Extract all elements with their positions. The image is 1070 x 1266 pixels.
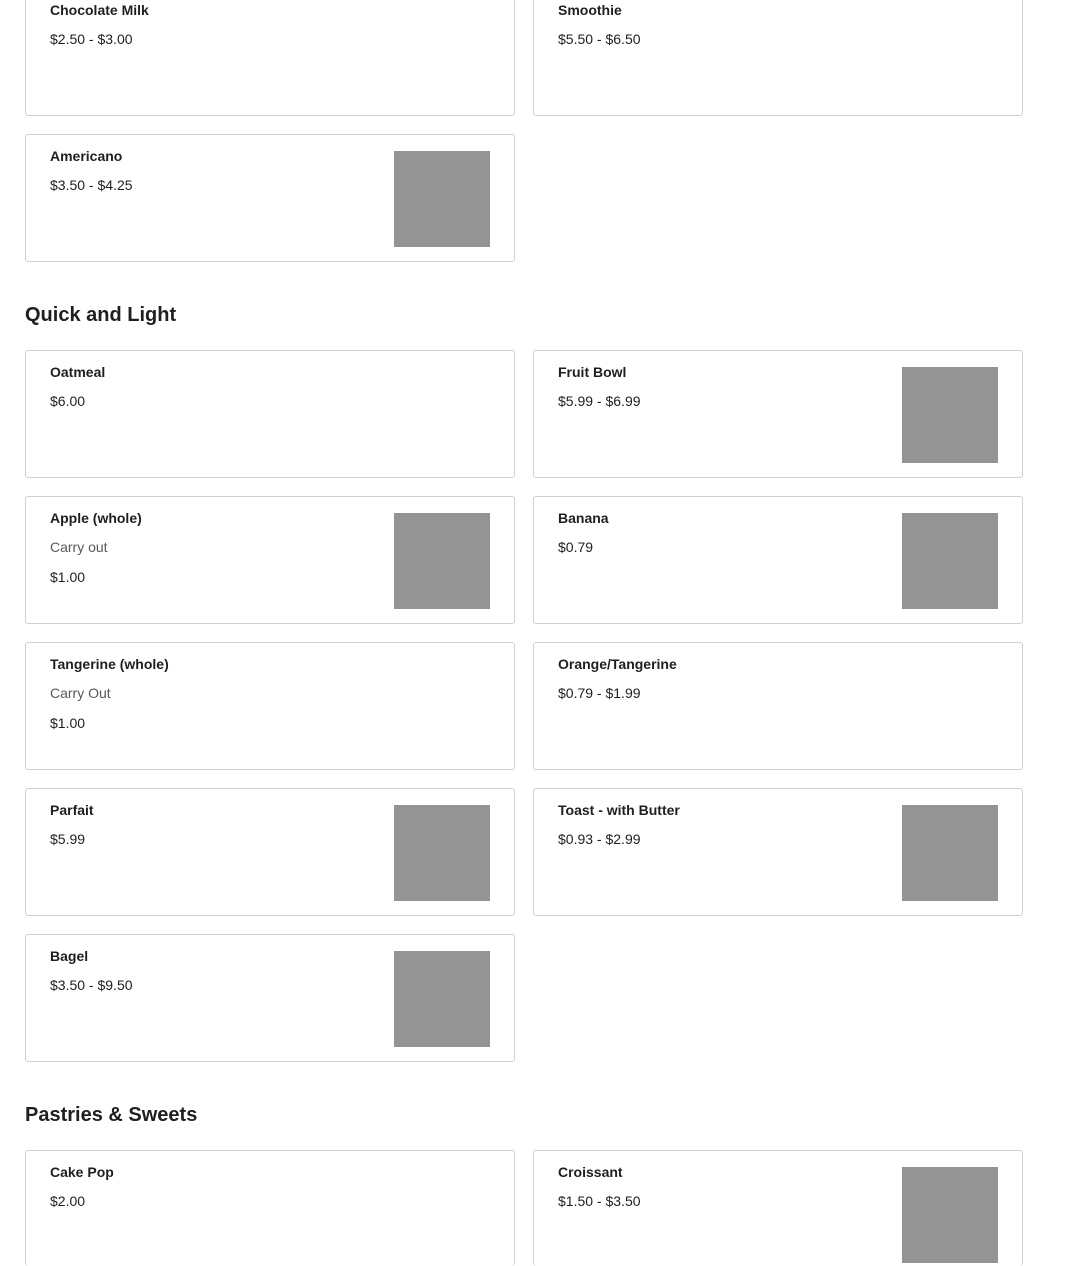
menu-item-card[interactable] bbox=[533, 642, 1023, 770]
item-image bbox=[394, 805, 490, 901]
item-name: Croissant bbox=[558, 1164, 623, 1180]
item-name: Toast - with Butter bbox=[558, 802, 680, 818]
section-title-quick-and-light: Quick and Light bbox=[25, 304, 177, 326]
item-price: $3.50 - $4.25 bbox=[50, 177, 133, 193]
menu-item-card[interactable] bbox=[25, 134, 515, 262]
menu-item-card[interactable] bbox=[25, 0, 515, 116]
menu-item-card[interactable] bbox=[25, 496, 515, 624]
menu-item-card[interactable] bbox=[533, 788, 1023, 916]
item-price: $1.50 - $3.50 bbox=[558, 1193, 641, 1209]
menu-item-card[interactable] bbox=[25, 350, 515, 478]
section-title-pastries-and-sweets: Pastries & Sweets bbox=[25, 1104, 198, 1126]
item-name: Chocolate Milk bbox=[50, 2, 149, 18]
menu-item-card[interactable] bbox=[533, 1150, 1023, 1266]
item-image bbox=[394, 951, 490, 1047]
item-image bbox=[902, 367, 998, 463]
menu-item-card[interactable] bbox=[25, 934, 515, 1062]
item-name: Smoothie bbox=[558, 2, 622, 18]
item-image bbox=[902, 1167, 998, 1263]
item-image bbox=[394, 513, 490, 609]
menu-item-card[interactable] bbox=[25, 1150, 515, 1266]
item-name: Apple (whole) bbox=[50, 510, 142, 526]
menu-item-card[interactable] bbox=[25, 788, 515, 916]
item-image bbox=[902, 805, 998, 901]
item-price: $5.50 - $6.50 bbox=[558, 31, 641, 47]
item-image bbox=[394, 151, 490, 247]
item-name: Americano bbox=[50, 148, 123, 164]
item-name: Fruit Bowl bbox=[558, 364, 627, 380]
item-name: Oatmeal bbox=[50, 364, 106, 380]
item-name: Banana bbox=[558, 510, 609, 526]
item-price: $0.79 - $1.99 bbox=[558, 685, 641, 701]
item-name: Bagel bbox=[50, 948, 89, 964]
item-name: Parfait bbox=[50, 802, 94, 818]
menu-item-card[interactable] bbox=[25, 642, 515, 770]
item-name: Cake Pop bbox=[50, 1164, 114, 1180]
item-price: $5.99 bbox=[50, 831, 86, 847]
menu-item-card[interactable] bbox=[533, 350, 1023, 478]
item-price: $3.50 - $9.50 bbox=[50, 977, 133, 993]
item-name: Tangerine (whole) bbox=[50, 656, 169, 672]
menu-item-card[interactable] bbox=[533, 496, 1023, 624]
item-price: $2.00 bbox=[50, 1193, 86, 1209]
item-price: $2.50 - $3.00 bbox=[50, 31, 133, 47]
item-name: Orange/Tangerine bbox=[558, 656, 677, 672]
item-note: Carry out bbox=[50, 539, 108, 555]
item-price: $1.00 bbox=[50, 715, 86, 731]
item-price: $0.79 bbox=[558, 539, 594, 555]
item-price: $1.00 bbox=[50, 569, 86, 585]
item-note: Carry Out bbox=[50, 685, 111, 701]
item-image bbox=[902, 513, 998, 609]
item-price: $0.93 - $2.99 bbox=[558, 831, 641, 847]
menu-item-card[interactable] bbox=[533, 0, 1023, 116]
item-price: $6.00 bbox=[50, 393, 86, 409]
item-price: $5.99 - $6.99 bbox=[558, 393, 641, 409]
